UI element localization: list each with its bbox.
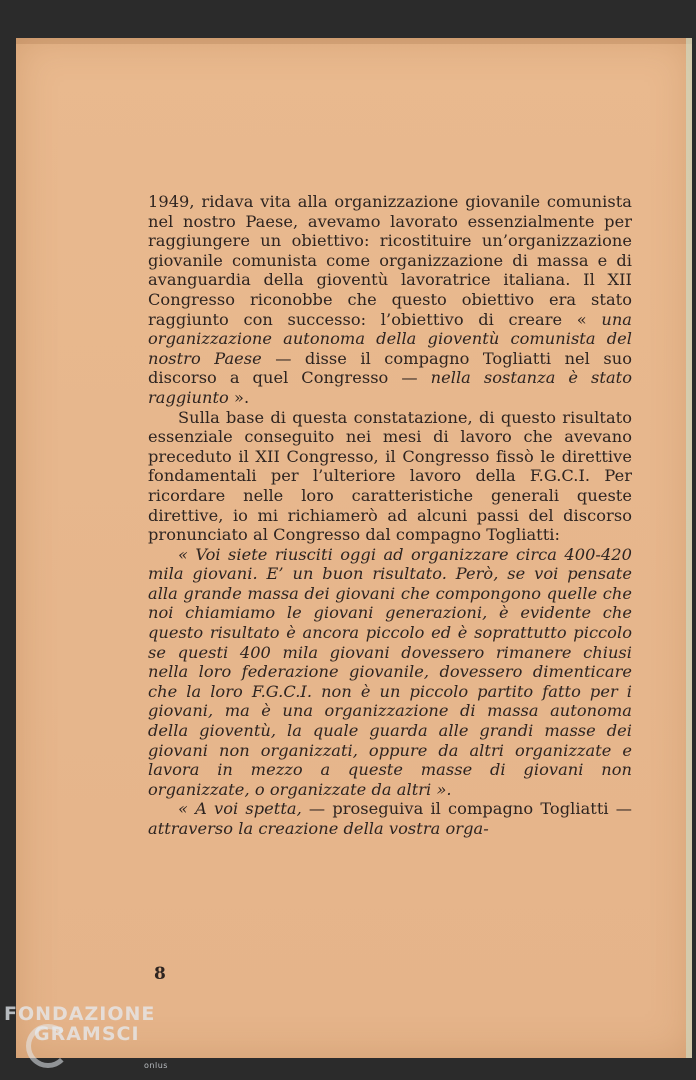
italic-text-segment: una organizzazione autonoma della gioventù comunista del nostro Paese [148, 309, 632, 368]
watermark-line2: GRAMSCI [34, 1023, 140, 1045]
watermark-line1: FONDAZIONE [4, 1003, 156, 1025]
paragraph [148, 408, 632, 545]
page-body-text [148, 192, 632, 839]
text-segment: Sulla base di questa constatazione, di questo risultato essenziale conseguito nei mesi di lavoro che avevano preceduto il XII Congresso, il Congresso fissò le direttive fondamentali per l’ulteriore lavoro della F.G.C.I. Per ricordare nelle loro caratteristiche generali queste direttive, io mi richiamerò ad alcuni passi del discorso pronunciato al Congresso dal compagno Togliatti: [148, 407, 632, 545]
page-number: 8 [154, 964, 166, 984]
paragraph [148, 545, 632, 800]
text-segment: ». [228, 387, 250, 407]
italic-text-segment: attraverso la creazione della vostra orga- [148, 819, 489, 838]
watermark [4, 1003, 168, 1070]
text-segment: — disse il compagno Togliatti nel suo discorso a quel Congresso — [148, 348, 632, 388]
text-segment: — proseguiva il compagno Togliatti — [301, 799, 632, 819]
paragraph [148, 799, 632, 838]
book-page [16, 38, 692, 1058]
paragraph [148, 192, 632, 408]
italic-text-segment: A voi spetta, [195, 799, 302, 819]
text-segment: 1949, ridava vita alla organizzazione giovanile comunista nel nostro Paese, avevamo lavorato essenzialmente per raggiungere un obiettivo: ricostituire un’organizzazione giovanile comunista come organizzazione di massa e di avanguardia della gioventù lavoratrice italiana. Il XII Congresso riconobbe che questo obiettivo era stato raggiunto con successo: l’obiettivo di creare « [148, 192, 632, 329]
watermark-onlus: onlus [144, 1061, 168, 1070]
italic-text-segment: nella sostanza è stato raggiunto [148, 368, 632, 407]
italic-text-segment: « [178, 799, 196, 819]
italic-text-segment: « Voi siete riusciti oggi ad organizzare circa 400-420 mila giovani. E’ un buon risultato. Però, se voi pensate alla grande massa dei giovani che compongono quelle che noi chiamiamo le giovani generazioni, è evidente che questo risultato è ancora piccolo ed è soprattutto piccolo se questi 400 mila giovani dovessero rimanere chiusi nella loro federazione giovanile, dovessero dimenticare che la loro F.G.C.I. non è un piccolo partito fatto per i giovani, ma è una organizzazione di massa autonoma della gioventù, la quale guarda alle grandi masse dei giovani non organizzati, oppure da altri organizzate e lavora in mezzo a queste masse di giovani non organizzate, o organizzate da altri ». [148, 544, 632, 799]
